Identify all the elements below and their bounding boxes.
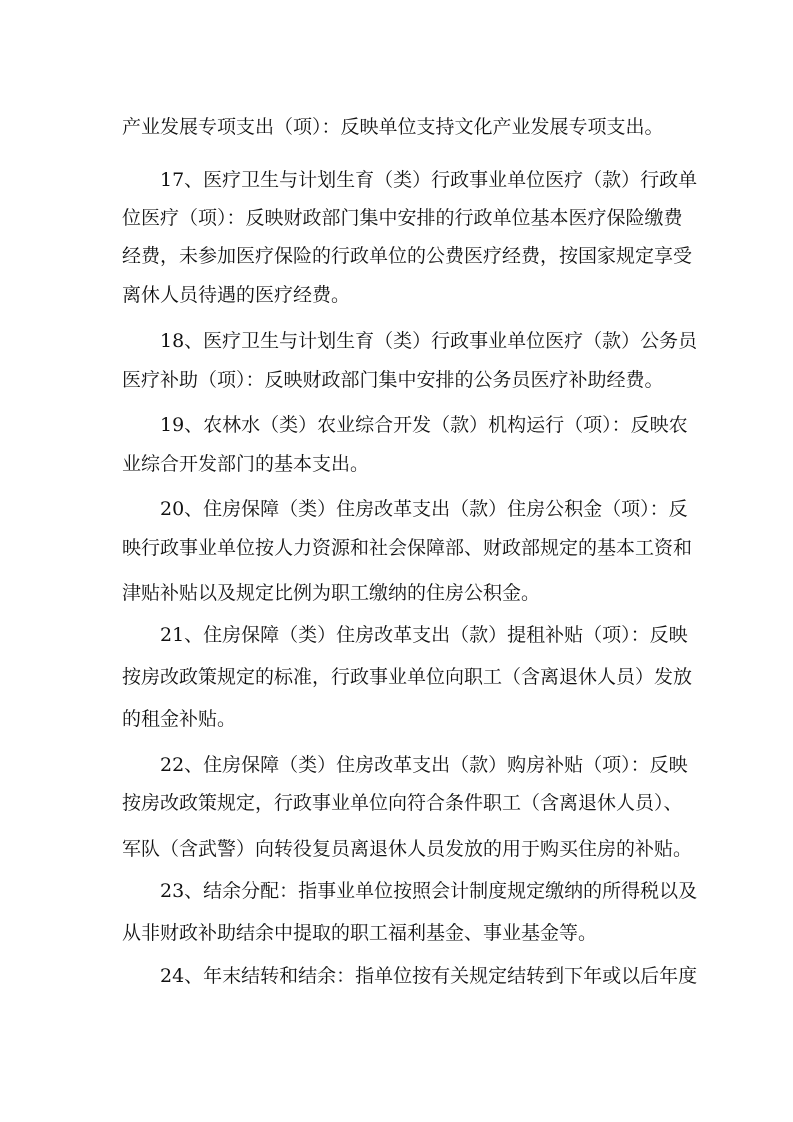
text-line: 从非财政补助结余中提取的职工福利基金、事业基金等。 (122, 922, 598, 944)
item-17-heading: 17、医疗卫生与计划生育（类）行政事业单位医疗（款）行政单 (160, 169, 698, 191)
item-24-heading: 24、年末结转和结余：指单位按有关规定结转到下年或以后年度 (160, 965, 698, 987)
item-22-heading: 22、住房保障（类）住房改革支出（款）购房补贴（项）：反映 (160, 754, 688, 776)
item-19-heading: 19、农林水（类）农业综合开发（款）机构运行（项）：反映农 (160, 414, 688, 436)
text-line: 产业发展专项支出（项）：反映单位支持文化产业发展专项支出。 (122, 116, 664, 138)
item-20-heading: 20、住房保障（类）住房改革支出（款）住房公积金（项）：反 (160, 498, 688, 520)
text-line: 经费，未参加医疗保险的行政单位的公费医疗经费，按国家规定享受 (122, 245, 693, 267)
text-line: 按房改政策规定的标准，行政事业单位向职工（含离退休人员）发放 (122, 666, 693, 688)
text-line: 医疗补助（项）：反映财政部门集中安排的公务员医疗补助经费。 (122, 369, 664, 391)
text-line: 按房改政策规定，行政事业单位向符合条件职工（含离退休人员）、 (122, 792, 683, 814)
text-line: 离休人员待遇的医疗经费。 (122, 284, 351, 306)
text-line: 位医疗（项）：反映财政部门集中安排的行政单位基本医疗保险缴费 (122, 207, 683, 229)
text-line: 的租金补贴。 (122, 708, 237, 730)
text-line: 映行政事业单位按人力资源和社会保障部、财政部规定的基本工资和 (122, 537, 693, 559)
text-line: 津贴补贴以及规定比例为职工缴纳的住房公积金。 (122, 582, 541, 604)
item-18-heading: 18、医疗卫生与计划生育（类）行政事业单位医疗（款）公务员 (160, 330, 698, 352)
text-line: 业综合开发部门的基本支出。 (122, 453, 370, 475)
text-line: 军队（含武警）向转役复员离退休人员发放的用于购买住房的补贴。 (122, 838, 693, 860)
item-21-heading: 21、住房保障（类）住房改革支出（款）提租补贴（项）：反映 (160, 624, 688, 646)
item-23-heading: 23、结余分配：指事业单位按照会计制度规定缴纳的所得税以及 (160, 880, 698, 902)
